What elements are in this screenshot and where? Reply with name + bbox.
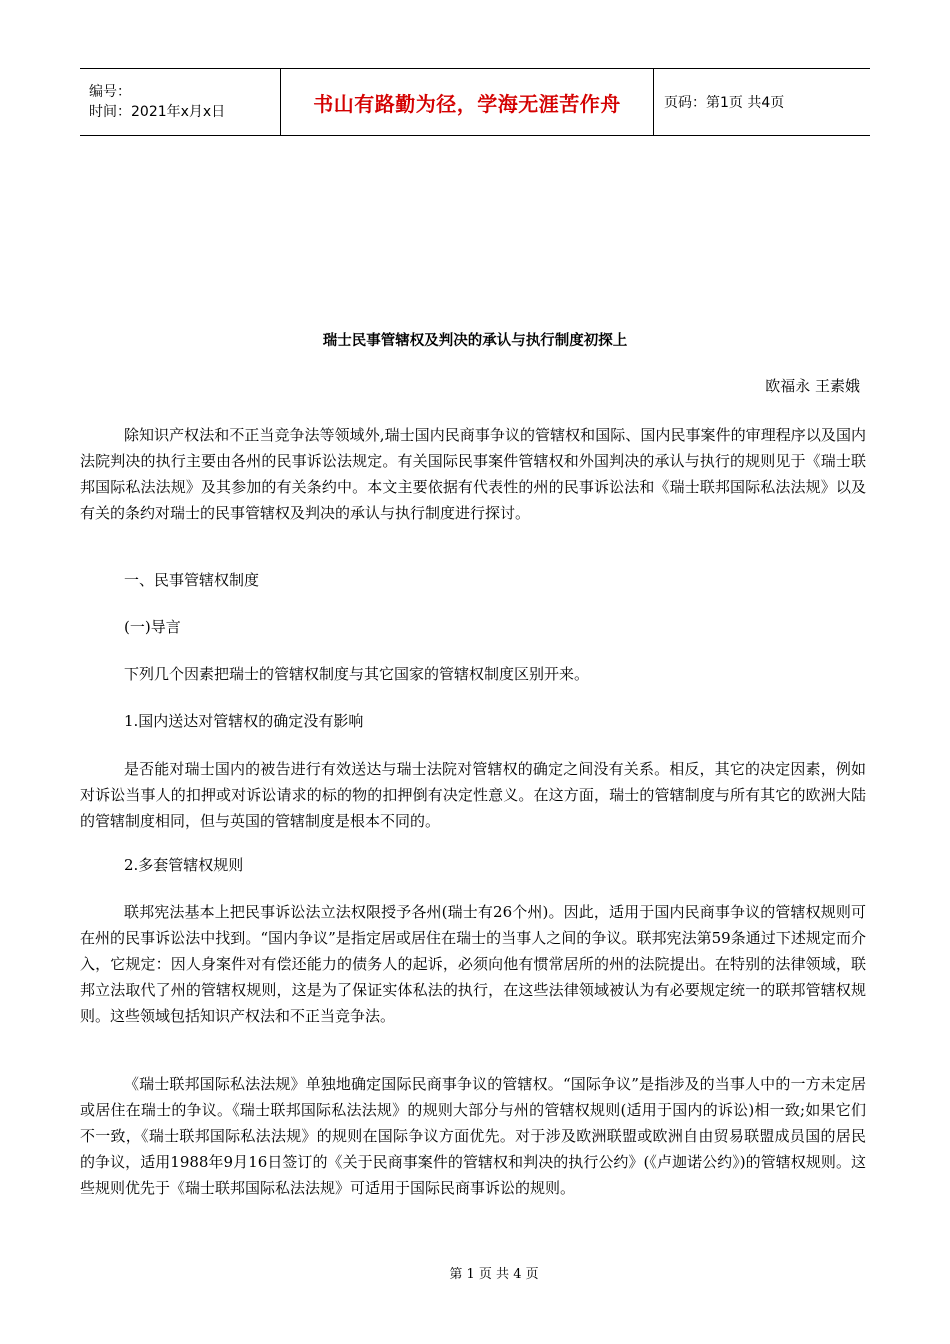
- point-heading-1: 1.国内送达对管辖权的确定没有影响: [124, 712, 364, 730]
- paragraph-pil-statute: 《瑞士联邦国际私法法规》单独地确定国际民商事争议的管辖权。“国际争议”是指涉及的当事人中的一方未定居或居住在瑞士的争议。《瑞士联邦国际私法法规》的规则大部分与州的管辖权规则(适用于国内的诉讼)相一致;如果它们不一致，《瑞士联邦国际私法法规》的规则在国际争议方面优先。对于涉及欧洲联盟或欧洲自由贸易联盟成员国的居民的争议，适用1988年9月16日签订的《关于民商事案件的管辖权和判决的执行公约》(《卢迦诺公约》)的管辖权规则。这些规则优先于《瑞士联邦国际私法法规》可适用于国际民商事诉讼的规则。: [80, 1075, 866, 1197]
- subsection-heading-1: (一)导言: [124, 618, 181, 636]
- motto-text: 书山有路勤为径，学海无涯苦作舟: [313, 91, 621, 116]
- section-heading-1: 一、民事管辖权制度: [124, 571, 260, 589]
- page-footer: 第 1 页 共 4 页: [449, 1267, 539, 1282]
- document-title: 瑞士民事管辖权及判决的承认与执行制度初探上: [322, 333, 628, 349]
- paragraph-service: 是否能对瑞士国内的被告进行有效送达与瑞士法院对管辖权的确定之间没有关系。相反，其它的决定因素，例如对诉讼当事人的扣押或对诉讼请求的标的物的扣押倒有决定性意义。在这方面，瑞士的管辖制度与所有其它的欧洲大陆的管辖制度相同，但与英国的管辖制度是根本不同的。: [80, 760, 866, 830]
- number-label: 编号：: [89, 84, 131, 100]
- page-info: 页码：第1页 共4页: [664, 95, 785, 111]
- authors: 欧福永 王素娥: [765, 377, 860, 395]
- header-page-cell: [654, 69, 870, 135]
- document-header: [80, 68, 870, 136]
- paragraph-intro: 除知识产权法和不正当竞争法等领域外,瑞士国内民商事争议的管辖权和国际、国内民事案件的审理程序以及国内法院判决的执行主要由各州的民事诉讼法规定。有关国际民事案件管辖权和外国判决的承认与执行的规则见于《瑞士联邦国际私法法规》及其参加的有关条约中。本文主要依据有代表性的州的民事诉讼法和《瑞士联邦国际私法法规》以及有关的条约对瑞士的民事管辖权及判决的承认与执行制度进行探讨。: [80, 426, 866, 522]
- paragraph-constitution: 联邦宪法基本上把民事诉讼法立法权限授予各州(瑞士有26个州)。因此，适用于国内民商事争议的管辖权规则可在州的民事诉讼法中找到。“国内争议”是指定居或居住在瑞士的当事人之间的争议。联邦宪法第59条通过下述规定而介入，它规定：因人身案件对有偿还能力的债务人的起诉，必须向他有惯常居所的州的法院提出。在特别的法律领域，联邦立法取代了州的管辖权规则，这是为了保证实体私法的执行，在这些法律领域被认为有必要规定统一的联邦管辖权规则。这些领域包括知识产权法和不正当竞争法。: [80, 903, 866, 1025]
- paragraph-factors: 下列几个因素把瑞士的管辖权制度与其它国家的管辖权制度区别开来。: [124, 665, 590, 683]
- header-meta-cell: [80, 69, 281, 135]
- point-heading-2: 2.多套管辖权规则: [124, 856, 244, 874]
- header-motto-cell: [281, 69, 654, 135]
- time-label: 时间：2021年x月x日: [89, 104, 226, 120]
